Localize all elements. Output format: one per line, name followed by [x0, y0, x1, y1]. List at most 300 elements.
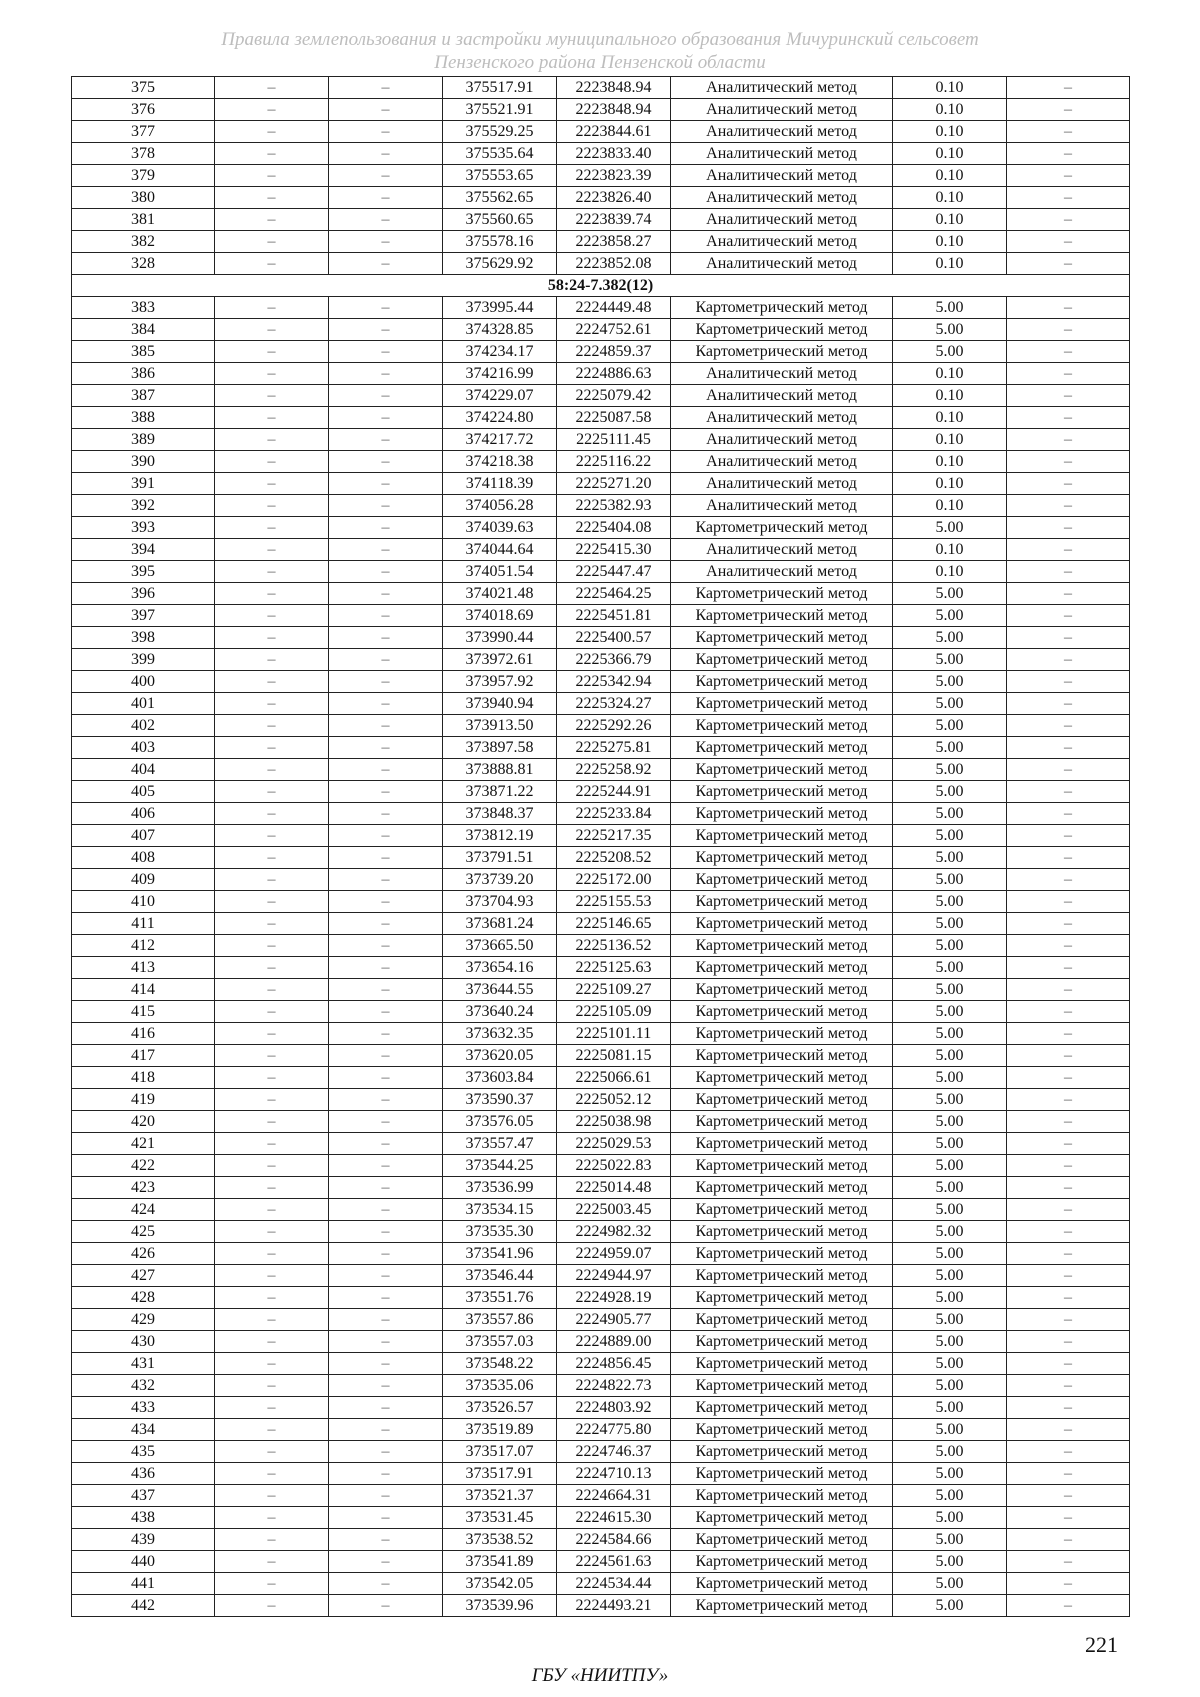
cell-col-8: –	[1007, 1155, 1130, 1177]
cell-col-2: –	[215, 1001, 329, 1023]
cell-precision: 5.00	[893, 1331, 1007, 1353]
cell-coord-x: 373620.05	[443, 1045, 557, 1067]
table-row	[72, 1001, 1130, 1023]
cell-coord-x: 373704.93	[443, 891, 557, 913]
cell-col-3: –	[329, 1067, 443, 1089]
cell-col-8: –	[1007, 253, 1130, 275]
cell-col-2: –	[215, 1309, 329, 1331]
cell-precision: 5.00	[893, 627, 1007, 649]
cell-method: Картометрический метод	[671, 957, 893, 979]
cell-col-2: –	[215, 693, 329, 715]
cell-col-8: –	[1007, 539, 1130, 561]
cell-col-3: –	[329, 407, 443, 429]
cell-point-number: 376	[72, 99, 215, 121]
cell-col-2: –	[215, 957, 329, 979]
cell-precision: 0.10	[893, 539, 1007, 561]
cell-col-8: –	[1007, 165, 1130, 187]
cell-precision: 5.00	[893, 1397, 1007, 1419]
cell-col-8: –	[1007, 407, 1130, 429]
cell-coord-x: 373791.51	[443, 847, 557, 869]
cell-coord-y: 2225342.94	[557, 671, 671, 693]
table-row	[72, 495, 1130, 517]
cell-precision: 5.00	[893, 297, 1007, 319]
cell-col-3: –	[329, 429, 443, 451]
cell-col-3: –	[329, 583, 443, 605]
cell-col-3: –	[329, 1265, 443, 1287]
cell-precision: 0.10	[893, 121, 1007, 143]
table-row	[72, 99, 1130, 121]
cell-method: Картометрический метод	[671, 869, 893, 891]
cell-method: Аналитический метод	[671, 539, 893, 561]
cell-method: Аналитический метод	[671, 363, 893, 385]
cell-coord-x: 373640.24	[443, 1001, 557, 1023]
cell-precision: 0.10	[893, 407, 1007, 429]
cell-precision: 0.10	[893, 77, 1007, 99]
cell-method: Картометрический метод	[671, 1111, 893, 1133]
table-row	[72, 1309, 1130, 1331]
cell-method: Аналитический метод	[671, 121, 893, 143]
cell-method: Картометрический метод	[671, 583, 893, 605]
cell-point-number: 436	[72, 1463, 215, 1485]
cell-coord-y: 2225404.08	[557, 517, 671, 539]
cell-point-number: 399	[72, 649, 215, 671]
cell-precision: 5.00	[893, 1375, 1007, 1397]
cell-col-8: –	[1007, 693, 1130, 715]
table-row	[72, 627, 1130, 649]
cell-coord-x: 374224.80	[443, 407, 557, 429]
cell-col-3: –	[329, 1573, 443, 1595]
cell-coord-x: 375560.65	[443, 209, 557, 231]
cell-precision: 5.00	[893, 1067, 1007, 1089]
cell-precision: 5.00	[893, 1529, 1007, 1551]
cell-col-3: –	[329, 1111, 443, 1133]
cell-col-2: –	[215, 1529, 329, 1551]
cell-col-8: –	[1007, 341, 1130, 363]
cell-col-2: –	[215, 253, 329, 275]
cell-coord-y: 2223839.74	[557, 209, 671, 231]
cell-col-2: –	[215, 583, 329, 605]
table-row	[72, 1595, 1130, 1617]
cell-precision: 5.00	[893, 1243, 1007, 1265]
cell-point-number: 406	[72, 803, 215, 825]
cell-col-2: –	[215, 759, 329, 781]
cell-point-number: 375	[72, 77, 215, 99]
cell-method: Аналитический метод	[671, 451, 893, 473]
cell-point-number: 437	[72, 1485, 215, 1507]
cell-coord-x: 373541.89	[443, 1551, 557, 1573]
cell-col-3: –	[329, 1551, 443, 1573]
table-row	[72, 1133, 1130, 1155]
table-row	[72, 1397, 1130, 1419]
cell-coord-y: 2225087.58	[557, 407, 671, 429]
cell-coord-x: 374234.17	[443, 341, 557, 363]
table-row	[72, 1067, 1130, 1089]
cell-col-8: –	[1007, 1331, 1130, 1353]
cell-coord-x: 373548.22	[443, 1353, 557, 1375]
cell-col-8: –	[1007, 979, 1130, 1001]
cell-col-8: –	[1007, 1287, 1130, 1309]
cell-col-2: –	[215, 473, 329, 495]
cell-coord-y: 2223852.08	[557, 253, 671, 275]
table-row	[72, 1287, 1130, 1309]
table-row	[72, 1331, 1130, 1353]
cell-col-2: –	[215, 605, 329, 627]
cell-col-3: –	[329, 1375, 443, 1397]
cell-coord-x: 374039.63	[443, 517, 557, 539]
cell-coord-x: 373632.35	[443, 1023, 557, 1045]
cell-point-number: 379	[72, 165, 215, 187]
table-row	[72, 121, 1130, 143]
cell-coord-y: 2223848.94	[557, 77, 671, 99]
cell-precision: 5.00	[893, 825, 1007, 847]
cell-coord-y: 2225172.00	[557, 869, 671, 891]
cell-col-8: –	[1007, 847, 1130, 869]
cell-col-2: –	[215, 1265, 329, 1287]
cell-col-3: –	[329, 1309, 443, 1331]
cell-col-3: –	[329, 385, 443, 407]
cell-coord-y: 2224584.66	[557, 1529, 671, 1551]
cell-precision: 5.00	[893, 1309, 1007, 1331]
table-row	[72, 649, 1130, 671]
cell-col-2: –	[215, 1595, 329, 1617]
cell-col-8: –	[1007, 363, 1130, 385]
cell-coord-x: 373542.05	[443, 1573, 557, 1595]
table-row	[72, 891, 1130, 913]
cell-precision: 5.00	[893, 319, 1007, 341]
cell-precision: 5.00	[893, 1023, 1007, 1045]
cell-col-3: –	[329, 1595, 443, 1617]
cell-coord-x: 373972.61	[443, 649, 557, 671]
cell-point-number: 384	[72, 319, 215, 341]
cell-method: Картометрический метод	[671, 913, 893, 935]
cell-col-2: –	[215, 1243, 329, 1265]
cell-col-2: –	[215, 1177, 329, 1199]
cell-coord-x: 373681.24	[443, 913, 557, 935]
cell-method: Картометрический метод	[671, 979, 893, 1001]
table-row	[72, 297, 1130, 319]
cell-col-8: –	[1007, 473, 1130, 495]
table-row	[72, 143, 1130, 165]
cell-coord-y: 2225324.27	[557, 693, 671, 715]
cell-coord-x: 373539.96	[443, 1595, 557, 1617]
cell-col-3: –	[329, 979, 443, 1001]
cell-point-number: 402	[72, 715, 215, 737]
cell-col-8: –	[1007, 605, 1130, 627]
cell-col-8: –	[1007, 77, 1130, 99]
cell-method: Картометрический метод	[671, 341, 893, 363]
cell-point-number: 427	[72, 1265, 215, 1287]
cell-col-8: –	[1007, 627, 1130, 649]
cell-col-3: –	[329, 1507, 443, 1529]
table-row	[72, 1023, 1130, 1045]
cell-precision: 0.10	[893, 143, 1007, 165]
cell-method: Картометрический метод	[671, 605, 893, 627]
cell-col-8: –	[1007, 935, 1130, 957]
cell-coord-y: 2225125.63	[557, 957, 671, 979]
cell-precision: 5.00	[893, 1177, 1007, 1199]
cell-col-2: –	[215, 1485, 329, 1507]
cell-precision: 5.00	[893, 1155, 1007, 1177]
table-row	[72, 1529, 1130, 1551]
cell-point-number: 424	[72, 1199, 215, 1221]
cell-method: Аналитический метод	[671, 77, 893, 99]
cell-col-2: –	[215, 737, 329, 759]
cell-precision: 0.10	[893, 473, 1007, 495]
cell-coord-x: 375562.65	[443, 187, 557, 209]
cell-col-2: –	[215, 1419, 329, 1441]
cell-coord-x: 374217.72	[443, 429, 557, 451]
cell-col-8: –	[1007, 385, 1130, 407]
cell-method: Картометрический метод	[671, 1485, 893, 1507]
cell-method: Картометрический метод	[671, 1595, 893, 1617]
cell-method: Картометрический метод	[671, 1397, 893, 1419]
table-row	[72, 913, 1130, 935]
cell-point-number: 380	[72, 187, 215, 209]
cell-col-2: –	[215, 1133, 329, 1155]
cell-point-number: 382	[72, 231, 215, 253]
cell-precision: 0.10	[893, 561, 1007, 583]
cell-method: Картометрический метод	[671, 803, 893, 825]
table-row	[72, 1353, 1130, 1375]
cell-precision: 0.10	[893, 165, 1007, 187]
cell-col-2: –	[215, 671, 329, 693]
cell-method: Аналитический метод	[671, 165, 893, 187]
cell-coord-x: 373535.06	[443, 1375, 557, 1397]
cell-method: Картометрический метод	[671, 1133, 893, 1155]
cell-precision: 5.00	[893, 341, 1007, 363]
cell-col-3: –	[329, 231, 443, 253]
running-header	[0, 28, 1200, 74]
cell-point-number: 405	[72, 781, 215, 803]
cell-method: Картометрический метод	[671, 1463, 893, 1485]
cell-method: Картометрический метод	[671, 1023, 893, 1045]
cell-method: Картометрический метод	[671, 1287, 893, 1309]
cell-col-8: –	[1007, 1001, 1130, 1023]
cell-col-8: –	[1007, 1111, 1130, 1133]
cell-coord-y: 2224493.21	[557, 1595, 671, 1617]
cell-method: Аналитический метод	[671, 385, 893, 407]
cell-coord-x: 373517.07	[443, 1441, 557, 1463]
cell-col-8: –	[1007, 121, 1130, 143]
cell-coord-y: 2224886.63	[557, 363, 671, 385]
cell-col-2: –	[215, 935, 329, 957]
cell-coord-y: 2225233.84	[557, 803, 671, 825]
cell-method: Аналитический метод	[671, 187, 893, 209]
cell-col-3: –	[329, 1023, 443, 1045]
cell-col-8: –	[1007, 1177, 1130, 1199]
cell-coord-y: 2224449.48	[557, 297, 671, 319]
cell-col-3: –	[329, 935, 443, 957]
cell-precision: 0.10	[893, 363, 1007, 385]
cell-method: Картометрический метод	[671, 847, 893, 869]
cell-precision: 5.00	[893, 1287, 1007, 1309]
cell-coord-x: 374216.99	[443, 363, 557, 385]
cell-method: Картометрический метод	[671, 649, 893, 671]
cell-precision: 5.00	[893, 1221, 1007, 1243]
header-line-2: Пензенского района Пензенской области	[434, 52, 766, 73]
table-row	[72, 979, 1130, 1001]
cell-col-8: –	[1007, 649, 1130, 671]
cell-coord-x: 373995.44	[443, 297, 557, 319]
cell-method: Картометрический метод	[671, 297, 893, 319]
cell-col-2: –	[215, 77, 329, 99]
cell-method: Аналитический метод	[671, 429, 893, 451]
cell-method: Картометрический метод	[671, 1199, 893, 1221]
cell-precision: 5.00	[893, 803, 1007, 825]
cell-col-2: –	[215, 627, 329, 649]
cell-coord-y: 2224928.19	[557, 1287, 671, 1309]
table-row	[72, 583, 1130, 605]
cell-col-3: –	[329, 77, 443, 99]
cell-coord-x: 374056.28	[443, 495, 557, 517]
cell-col-8: –	[1007, 231, 1130, 253]
table-row	[72, 1485, 1130, 1507]
cell-col-3: –	[329, 363, 443, 385]
cell-col-3: –	[329, 297, 443, 319]
cell-col-3: –	[329, 1045, 443, 1067]
cell-method: Картометрический метод	[671, 891, 893, 913]
cell-point-number: 393	[72, 517, 215, 539]
cell-precision: 5.00	[893, 1485, 1007, 1507]
cell-col-8: –	[1007, 1045, 1130, 1067]
cell-coord-y: 2223858.27	[557, 231, 671, 253]
cell-col-3: –	[329, 1441, 443, 1463]
table-row	[72, 1045, 1130, 1067]
cell-point-number: 433	[72, 1397, 215, 1419]
cell-precision: 0.10	[893, 495, 1007, 517]
cell-coord-y: 2225258.92	[557, 759, 671, 781]
cell-col-2: –	[215, 517, 329, 539]
cell-method: Картометрический метод	[671, 1507, 893, 1529]
cell-point-number: 411	[72, 913, 215, 935]
cell-coord-x: 373538.52	[443, 1529, 557, 1551]
table-row	[72, 1507, 1130, 1529]
cell-col-2: –	[215, 649, 329, 671]
cell-col-8: –	[1007, 803, 1130, 825]
cell-col-3: –	[329, 891, 443, 913]
cell-coord-y: 2225271.20	[557, 473, 671, 495]
cell-col-2: –	[215, 1221, 329, 1243]
cell-precision: 5.00	[893, 1573, 1007, 1595]
cell-col-2: –	[215, 143, 329, 165]
cell-col-3: –	[329, 1199, 443, 1221]
table-row	[72, 1419, 1130, 1441]
cell-coord-x: 373644.55	[443, 979, 557, 1001]
cell-point-number: 416	[72, 1023, 215, 1045]
cell-point-number: 432	[72, 1375, 215, 1397]
table-row	[72, 561, 1130, 583]
cell-precision: 5.00	[893, 869, 1007, 891]
cell-point-number: 385	[72, 341, 215, 363]
cell-method: Картометрический метод	[671, 1243, 893, 1265]
cell-precision: 5.00	[893, 759, 1007, 781]
cell-method: Картометрический метод	[671, 1089, 893, 1111]
cell-point-number: 383	[72, 297, 215, 319]
cell-precision: 0.10	[893, 385, 1007, 407]
cell-coord-x: 373654.16	[443, 957, 557, 979]
cell-coord-x: 374218.38	[443, 451, 557, 473]
cell-method: Картометрический метод	[671, 935, 893, 957]
cell-col-2: –	[215, 1441, 329, 1463]
cell-coord-x: 373848.37	[443, 803, 557, 825]
cell-point-number: 419	[72, 1089, 215, 1111]
cell-col-8: –	[1007, 1375, 1130, 1397]
cell-coord-x: 375629.92	[443, 253, 557, 275]
cell-point-number: 403	[72, 737, 215, 759]
cell-point-number: 396	[72, 583, 215, 605]
cell-coord-x: 374021.48	[443, 583, 557, 605]
cell-col-2: –	[215, 869, 329, 891]
cell-coord-y: 2224752.61	[557, 319, 671, 341]
cell-coord-x: 375517.91	[443, 77, 557, 99]
cell-col-2: –	[215, 231, 329, 253]
cell-col-3: –	[329, 825, 443, 847]
cell-method: Картометрический метод	[671, 1177, 893, 1199]
table-row	[72, 451, 1130, 473]
cell-col-8: –	[1007, 1221, 1130, 1243]
cell-col-2: –	[215, 847, 329, 869]
cell-coord-y: 2225275.81	[557, 737, 671, 759]
cell-col-2: –	[215, 429, 329, 451]
cell-coord-x: 373812.19	[443, 825, 557, 847]
cell-col-3: –	[329, 649, 443, 671]
cell-coord-y: 2225105.09	[557, 1001, 671, 1023]
cell-col-8: –	[1007, 891, 1130, 913]
cell-point-number: 388	[72, 407, 215, 429]
cell-coord-y: 2225022.83	[557, 1155, 671, 1177]
cell-col-2: –	[215, 165, 329, 187]
cell-precision: 5.00	[893, 583, 1007, 605]
cell-coord-x: 373519.89	[443, 1419, 557, 1441]
cell-coord-y: 2225155.53	[557, 891, 671, 913]
cell-coord-y: 2224710.13	[557, 1463, 671, 1485]
cell-col-8: –	[1007, 1199, 1130, 1221]
cell-precision: 5.00	[893, 1111, 1007, 1133]
cell-col-3: –	[329, 847, 443, 869]
cell-point-number: 387	[72, 385, 215, 407]
cell-col-8: –	[1007, 671, 1130, 693]
table-row	[72, 319, 1130, 341]
cell-coord-x: 373557.47	[443, 1133, 557, 1155]
table-row	[72, 231, 1130, 253]
cell-col-2: –	[215, 913, 329, 935]
cell-col-3: –	[329, 1463, 443, 1485]
cell-point-number: 404	[72, 759, 215, 781]
table-row	[72, 209, 1130, 231]
cell-precision: 5.00	[893, 913, 1007, 935]
cell-point-number: 420	[72, 1111, 215, 1133]
cell-col-2: –	[215, 385, 329, 407]
cell-col-3: –	[329, 99, 443, 121]
cell-col-8: –	[1007, 1309, 1130, 1331]
cell-coord-y: 2225217.35	[557, 825, 671, 847]
cell-col-8: –	[1007, 737, 1130, 759]
cell-precision: 5.00	[893, 671, 1007, 693]
cell-coord-y: 2225464.25	[557, 583, 671, 605]
cell-precision: 0.10	[893, 253, 1007, 275]
table-row	[72, 1375, 1130, 1397]
cell-coord-x: 373557.86	[443, 1309, 557, 1331]
cell-col-2: –	[215, 1155, 329, 1177]
cell-col-8: –	[1007, 759, 1130, 781]
cell-precision: 0.10	[893, 99, 1007, 121]
cell-col-8: –	[1007, 1551, 1130, 1573]
table-row	[72, 539, 1130, 561]
cell-col-3: –	[329, 759, 443, 781]
cell-col-8: –	[1007, 1397, 1130, 1419]
cell-col-3: –	[329, 539, 443, 561]
cell-coord-x: 375578.16	[443, 231, 557, 253]
